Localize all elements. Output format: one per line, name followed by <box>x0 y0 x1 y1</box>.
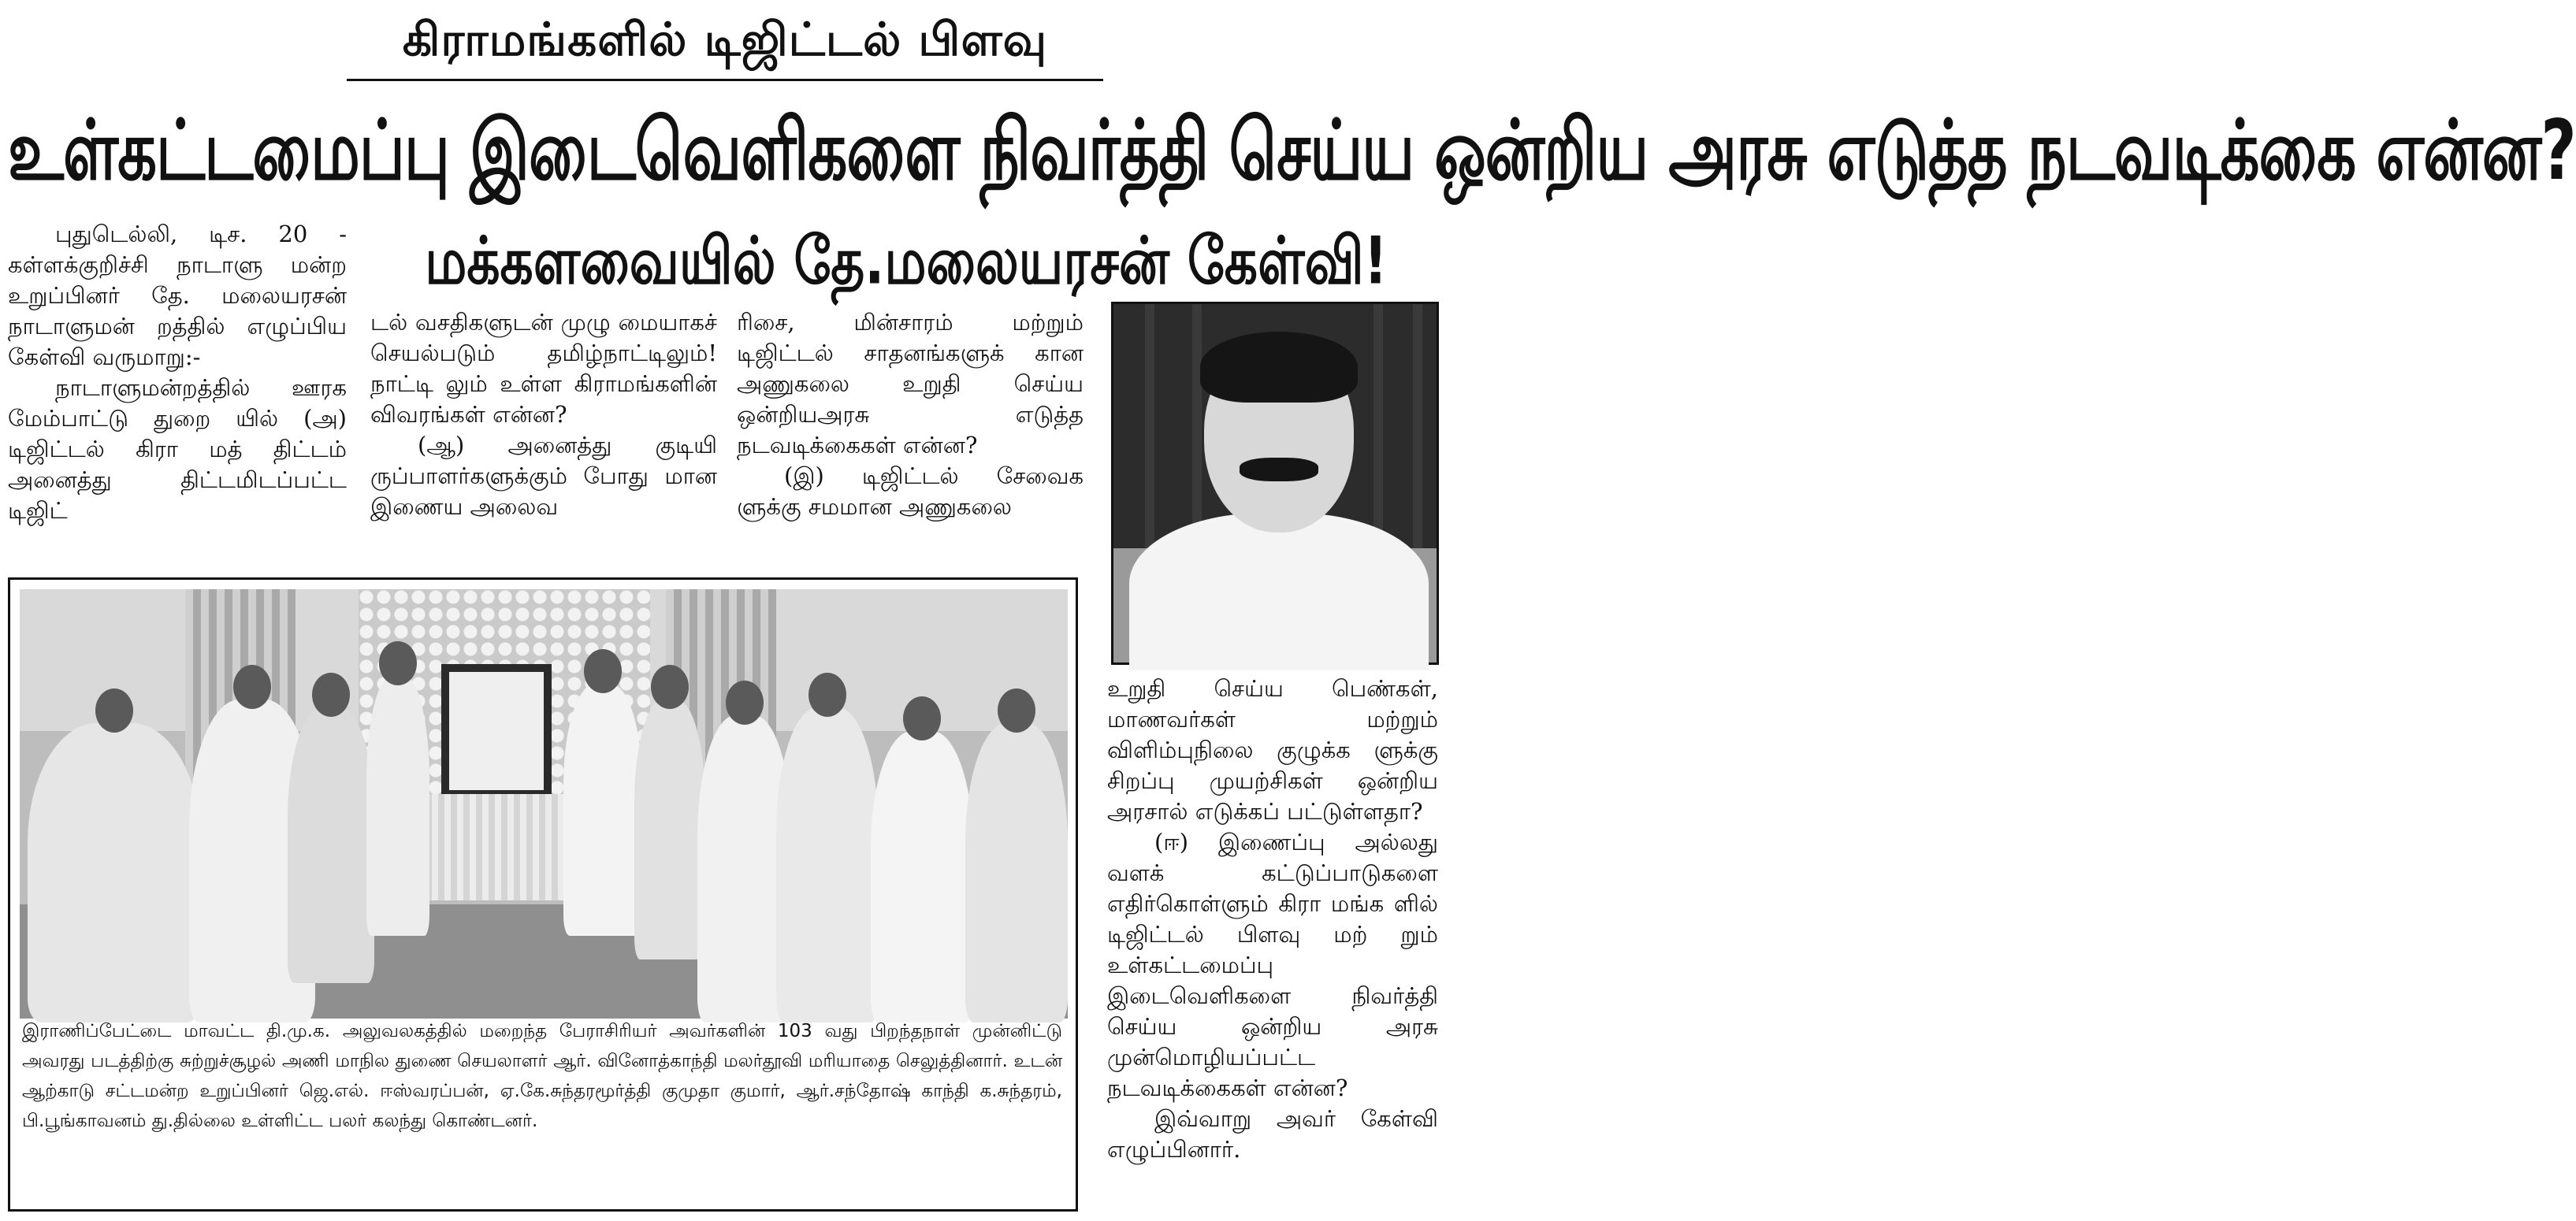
article-paragraph: புதுடெல்லி, டிச. 20 - கள்ளக்குறிச்சி நாடாளு மன்ற உறுப்பினர் தே. மலையரசன் நாடாளுமன் றத்தில் எழுப்பிய கேள்வி வருமாறு:- <box>8 221 347 370</box>
article-paragraph: உறுதி செய்ய பெண்கள், மாணவர்கள் மற்றும் விளிம்புநிலை குழுக்க ளுக்கு சிறப்பு முயற்சிகள் ஒன்றிய அரசால் எடுக்கப் பட்டுள்ளதா? <box>1107 675 1438 825</box>
article-column-3 <box>737 307 1084 559</box>
photo-caption: இராணிப்பேட்டை மாவட்ட தி.மு.க. அலுவலகத்தில் மறைந்த பேராசிரியர் அவர்களின் 103 வது பிறந்தநாள் முன்னிட்டு அவரது படத்திற்கு சுற்றுச்சூழல் அணி மாநில துணை செயலாளர் ஆர். வினோத்காந்தி மலர்தூவி மரியாதை செலுத்தினார். உடன் ஆற்காடு சட்டமன்ற உறுப்பினர் ஜெ.எல். ஈஸ்வரப்பன், ஏ.கே.சுந்தரமூர்த்தி குமுதா குமார், ஆர்.சந்தோஷ் காந்தி க.சுந்தரம், பி.பூங்காவனம் து.தில்லை உள்ளிட்ட பலர் கலந்து கொண்டனர். <box>22 1021 1062 1131</box>
article-column-1 <box>8 219 347 558</box>
article-paragraph: (ஆ) அனைத்து குடியி ருப்பாளர்களுக்கும் போது மான இணைய அலைவ <box>370 432 717 520</box>
article-paragraph: (இ) டிஜிட்டல் சேவைக ளுக்கு சமமான அணுகலை <box>737 462 1084 520</box>
portrait-photo <box>1111 302 1439 665</box>
article-column-2 <box>370 307 717 559</box>
article-paragraph: இவ்வாறு அவர் கேள்வி எழுப்பினார். <box>1107 1105 1438 1163</box>
article-paragraph: (ஈ) இணைப்பு அல்லது வளக் கட்டுப்பாடுகளை எதிர்கொள்ளும் கிரா மங்க ளில் டிஜிட்டல் பிளவு மற் றும் உள்கட்டமைப்பு இடைவெளிகளை நிவர்த்தி செய்ய ஒன்றிய அரசு முன்மொழியப்பட்ட நடவடிக்கைகள் என்ன? <box>1107 829 1438 1101</box>
subheadline: மக்களவையில் தே.மலையரசன் கேள்வி! <box>425 223 1388 299</box>
article-column-4 <box>1107 674 1438 1209</box>
headline: உள்கட்டமைப்பு இடைவெளிகளை நிவர்த்தி செய்ய ஒன்றிய அரசு எடுத்த நடவடிக்கை என்ன? <box>8 103 2576 199</box>
event-photo <box>20 589 1068 1019</box>
section-kicker: கிராமங்களில் டிஜிட்டல் பிளவு <box>347 8 1103 81</box>
article-paragraph: டல் வசதிகளுடன் முழு மையாகச் செயல்படும் தமிழ்நாட்டிலும்! நாட்டி லும் உள்ள கிராமங்களின் விவரங்கள் என்ன? <box>370 309 717 428</box>
article-paragraph: ரிசை, மின்சாரம் மற்றும் டிஜிட்டல் சாதனங்களுக் கான அணுகலை உறுதி செய்ய ஒன்றியஅரசு எடுத்த நடவடிக்கைகள் என்ன? <box>737 309 1084 458</box>
article-paragraph: நாடாளுமன்றத்தில் ஊரக மேம்பாட்டு துறை யில் (அ) டிஜிட்டல் கிரா மத் திட்டம் அனைத்து திட்டமிடப்பட்ட டிஜிட் <box>8 374 347 524</box>
